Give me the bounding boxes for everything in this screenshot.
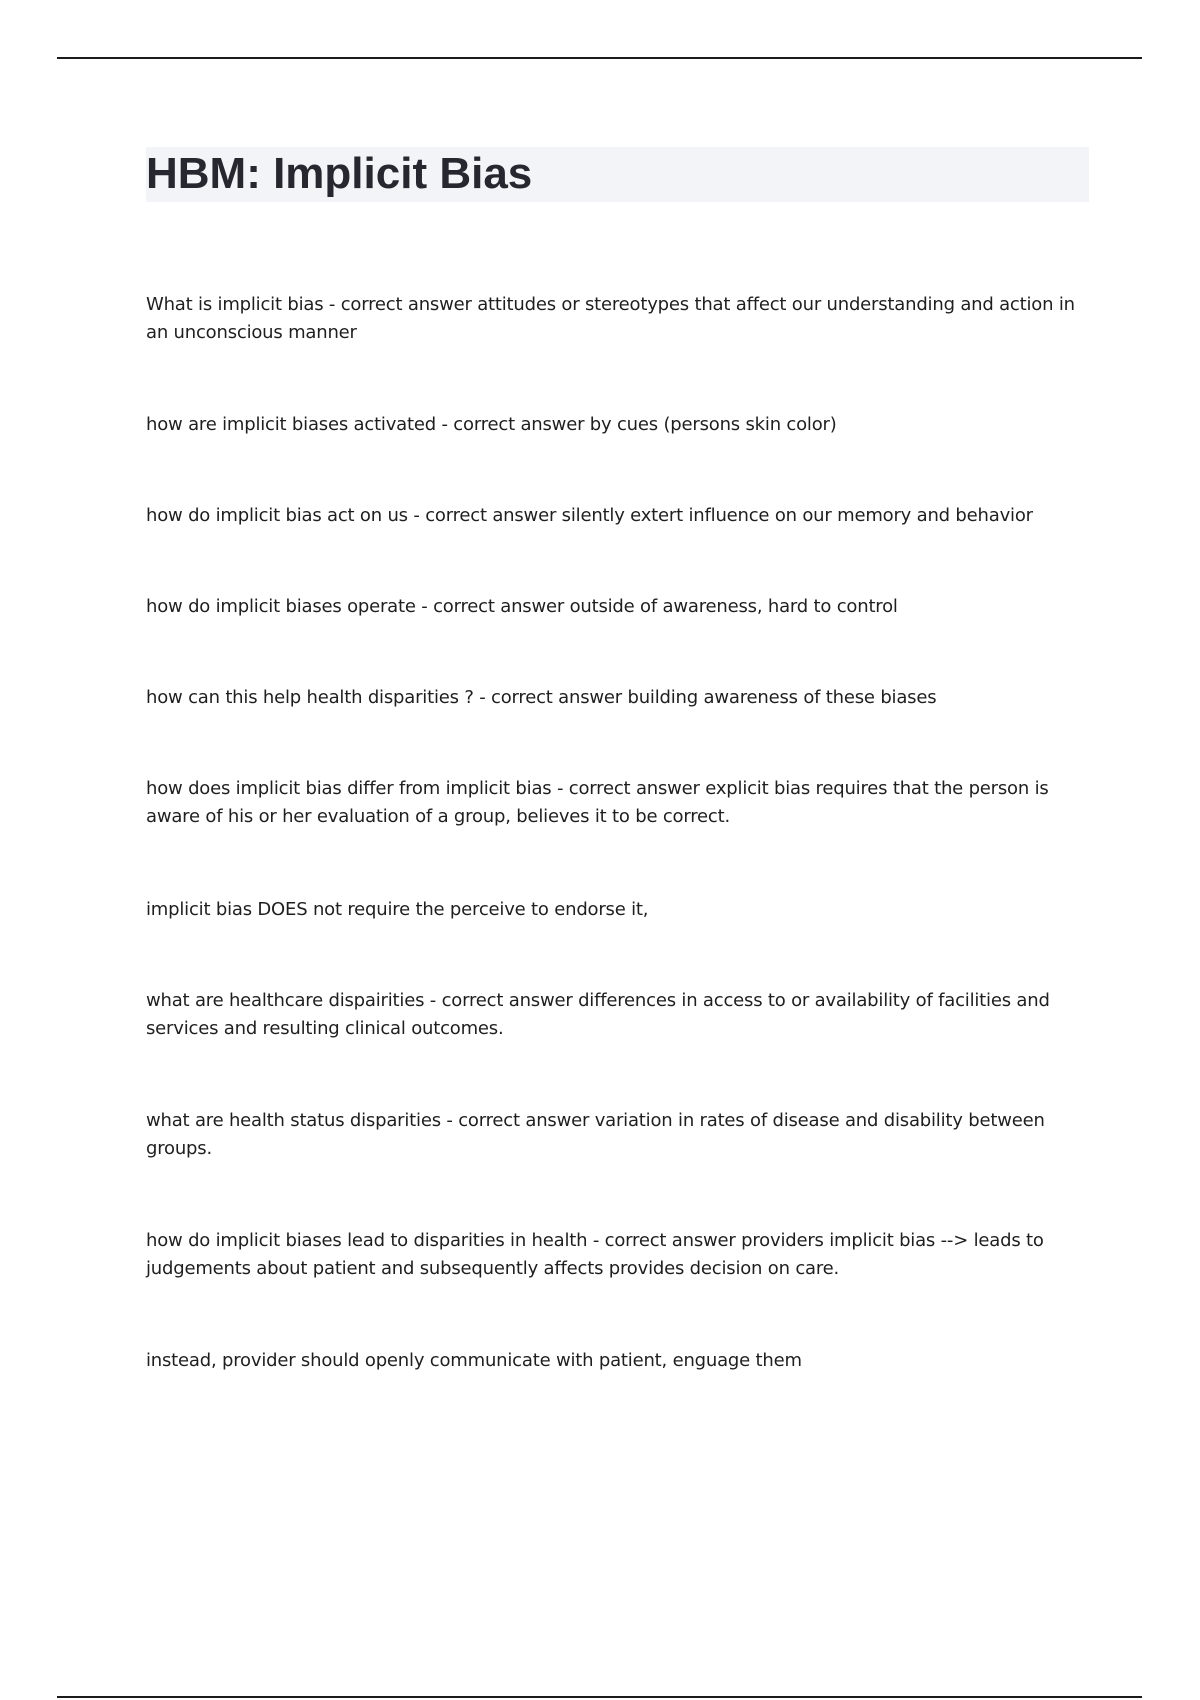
top-rule (57, 57, 1142, 59)
qa-entry-11: instead, provider should openly communicate with patient, enguage them (146, 1350, 802, 1371)
qa-entry-9: what are health status disparities - correct answer variation in rates of disease and disability between groups. (146, 1110, 1045, 1159)
page-title: HBM: Implicit Bias (146, 149, 533, 198)
bottom-rule (57, 1696, 1142, 1698)
qa-entry-5: how can this help health disparities ? - correct answer building awareness of these biases (146, 687, 937, 708)
qa-entry-1: What is implicit bias - correct answer attitudes or stereotypes that affect our understanding and action in an unconscious manner (146, 294, 1075, 343)
qa-entry-2: how are implicit biases activated - correct answer by cues (persons skin color) (146, 414, 837, 435)
qa-entry-3: how do implicit bias act on us - correct answer silently extert influence on our memory and behavior (146, 505, 1033, 526)
qa-entry-7: implicit bias DOES not require the perceive to endorse it, (146, 899, 649, 920)
qa-entry-4: how do implicit biases operate - correct answer outside of awareness, hard to control (146, 596, 898, 617)
qa-entry-10: how do implicit biases lead to disparities in health - correct answer providers implicit bias --> leads to judgements about patient and subsequently affects provides decision on care. (146, 1230, 1044, 1279)
qa-entry-6: how does implicit bias differ from implicit bias - correct answer explicit bias requires that the person is aware of his or her evaluation of a group, believes it to be correct. (146, 778, 1049, 827)
qa-entry-8: what are healthcare dispairities - correct answer differences in access to or availability of facilities and services and resulting clinical outcomes. (146, 990, 1050, 1039)
